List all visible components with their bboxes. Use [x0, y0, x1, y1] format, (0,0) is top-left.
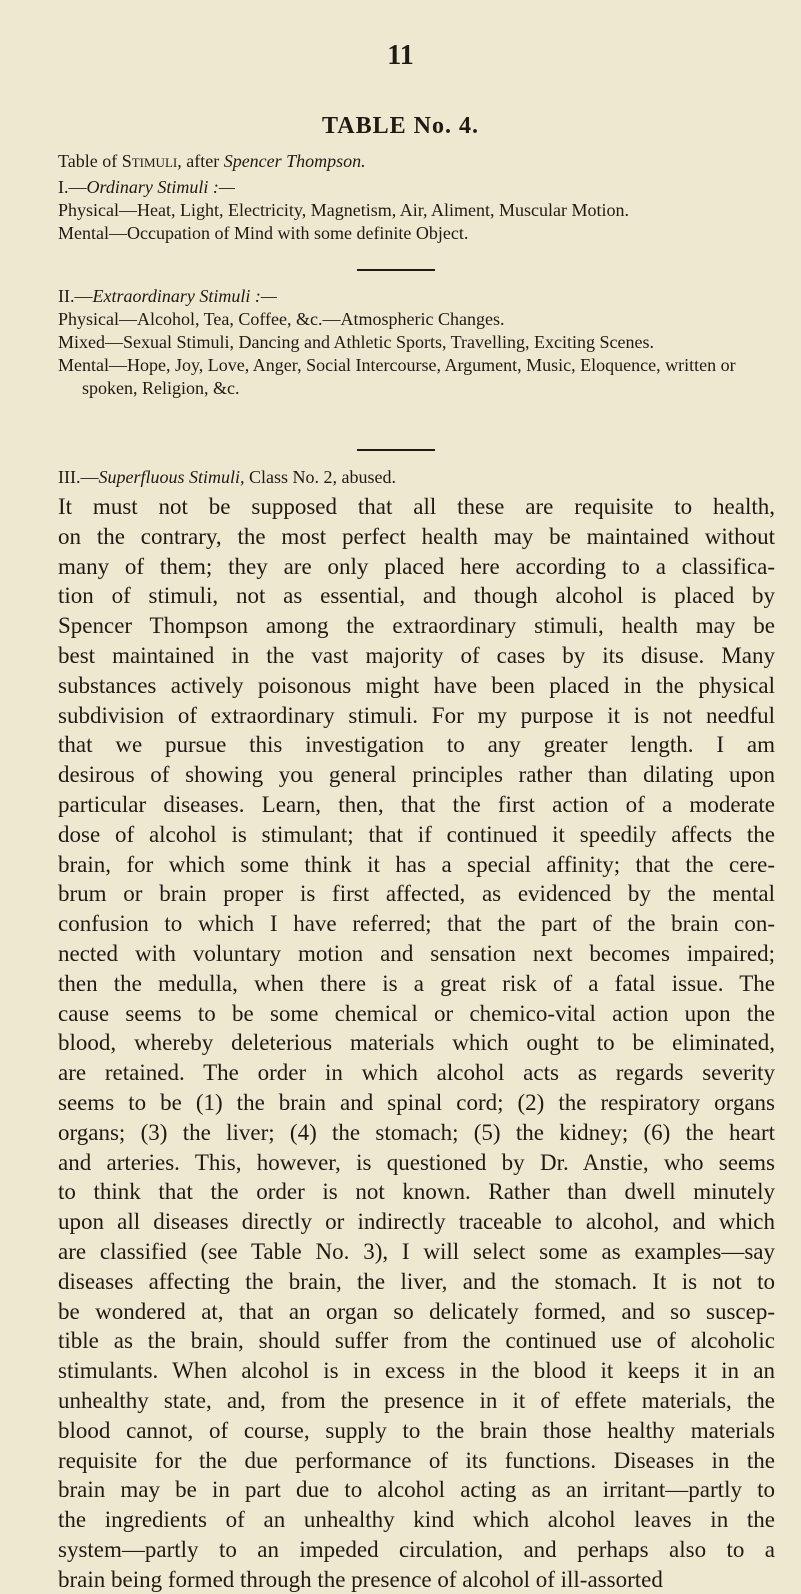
- body-line: subdivision of extraordinary stimuli. For my purpose it is not needful: [58, 702, 775, 728]
- section3-rest: Class No. 2, abused.: [244, 467, 396, 487]
- body-line: nected with voluntary motion and sensation next becomes impaired;: [58, 940, 775, 966]
- body-line: upon all diseases directly or indirectly traceable to alcohol, and which: [58, 1209, 775, 1235]
- body-line: to think that the order is not known. Rather than dwell minutely: [58, 1179, 775, 1205]
- body-line: the ingredients of an unhealthy kind which alcohol leaves in the: [58, 1507, 775, 1533]
- body-line: requisite for the due performance of its functions. Diseases in the: [58, 1447, 775, 1473]
- body-line: be wondered at, that an organ so delicately formed, and so suscep-: [58, 1298, 775, 1324]
- body-line: then the medulla, when there is a great risk of a fatal issue. The: [58, 970, 775, 996]
- body-line: are retained. The order in which alcohol acts as regards severity: [58, 1060, 775, 1086]
- body-line: blood cannot, of course, supply to the brain those healthy materials: [58, 1417, 775, 1443]
- body-line: unhealthy state, and, from the presence in it of effete materials, the: [58, 1387, 775, 1413]
- body-line: and arteries. This, however, is questioned by Dr. Anstie, who seems: [58, 1149, 775, 1175]
- body-line: substances actively poisonous might have been placed in the physical: [58, 672, 775, 698]
- section2-mental: Mental—Hope, Joy, Love, Anger, Social Intercourse, Argument, Music, Eloquence, written or spoken, Religion, &c.: [58, 355, 736, 398]
- body-line: brain may be in part due to alcohol acting as an irritant—partly to: [58, 1477, 775, 1503]
- page-number: 11: [387, 40, 414, 71]
- section2-mixed: Mixed—Sexual Stimuli, Dancing and Athletic Sports, Travelling, Exciting Scenes.: [58, 332, 654, 352]
- section1-heading: [58, 176, 773, 199]
- section2-physical: Physical—Alcohol, Tea, Coffee, &c.—Atmospheric Changes.: [58, 309, 505, 329]
- caption-keyword: Stimuli: [121, 151, 178, 171]
- body-line: diseases affecting the brain, the liver, and the stomach. It is not to: [58, 1268, 775, 1294]
- body-line: seems to be (1) the brain and spinal cord; (2) the respiratory organs: [58, 1089, 775, 1115]
- section2-number: II.—: [58, 286, 93, 306]
- body-paragraph: [58, 492, 775, 1594]
- section1-title: Ordinary Stimuli :—: [86, 177, 235, 197]
- body-line: Spencer Thompson among the extraordinary stimuli, health may be: [58, 613, 775, 639]
- body-line: confusion to which I have referred; that the part of the brain con-: [58, 911, 775, 937]
- section1-physical: Physical—Heat, Light, Electricity, Magnetism, Air, Aliment, Muscular Motion.: [58, 200, 630, 220]
- section3-number: III.—: [58, 467, 99, 487]
- body-line: tion of stimuli, not as essential, and though alcohol is placed by: [58, 583, 775, 609]
- body-line: brain being formed through the presence of alcohol of ill-assorted: [58, 1566, 663, 1592]
- body-line: many of them; they are only placed here according to a classifica-: [58, 553, 775, 579]
- body-line: tible as the brain, should suffer from the continued use of alcoholic: [58, 1328, 775, 1354]
- body-line: system—partly to an impeded circulation, and perhaps also to a: [58, 1536, 775, 1562]
- body-line: desirous of showing you general principles rather than dilating upon: [58, 762, 775, 788]
- body-line: stimulants. When alcohol is in excess in the blood it keeps it in an: [58, 1358, 775, 1384]
- section1-mental: Mental—Occupation of Mind with some definite Object.: [58, 223, 469, 243]
- body-line: brum or brain proper is first affected, as evidenced by the mental: [58, 881, 775, 907]
- body-line: particular diseases. Learn, then, that the first action of a moderate: [58, 791, 775, 817]
- body-line: on the contrary, the most perfect health may be maintained without: [58, 523, 775, 549]
- section3-block: [58, 466, 773, 489]
- body-line: organs; (3) the liver; (4) the stomach; (5) the kidney; (6) the heart: [58, 1119, 775, 1145]
- body-line: blood, whereby deleterious materials which ought to be eliminated,: [58, 1030, 775, 1056]
- body-line: cause seems to be some chemical or chemico-vital action upon the: [58, 1000, 775, 1026]
- caption-prefix: Table of: [58, 151, 122, 171]
- body-line: dose of alcohol is stimulant; that if continued it speedily affects the: [58, 821, 775, 847]
- caption-author: Spencer Thompson.: [223, 151, 366, 171]
- table-caption: [58, 150, 773, 173]
- table-caption-block: [58, 150, 773, 245]
- section3-heading: [58, 466, 773, 489]
- body-line: best maintained in the vast majority of cases by its disuse. Many: [58, 642, 775, 668]
- body-line: brain, for which some think it has a special affinity; that the cere-: [58, 851, 775, 877]
- section2-heading: [58, 285, 773, 308]
- section2-title: Extraordinary Stimuli :—: [92, 286, 277, 306]
- body-line: are classified (see Table No. 3), I will select some as examples—say: [58, 1238, 775, 1264]
- table-title: TABLE No. 4.: [322, 113, 479, 139]
- section-divider: [357, 269, 435, 271]
- section2-block: [58, 285, 773, 400]
- section1-number: I.—: [58, 177, 87, 197]
- caption-middle: , after: [177, 151, 224, 171]
- body-line: It must not be supposed that all these are requisite to health,: [58, 494, 775, 519]
- body-line: that we pursue this investigation to any greater length. I am: [58, 732, 775, 758]
- section-divider: [357, 449, 435, 451]
- section3-title: Superfluous Stimuli,: [98, 467, 245, 487]
